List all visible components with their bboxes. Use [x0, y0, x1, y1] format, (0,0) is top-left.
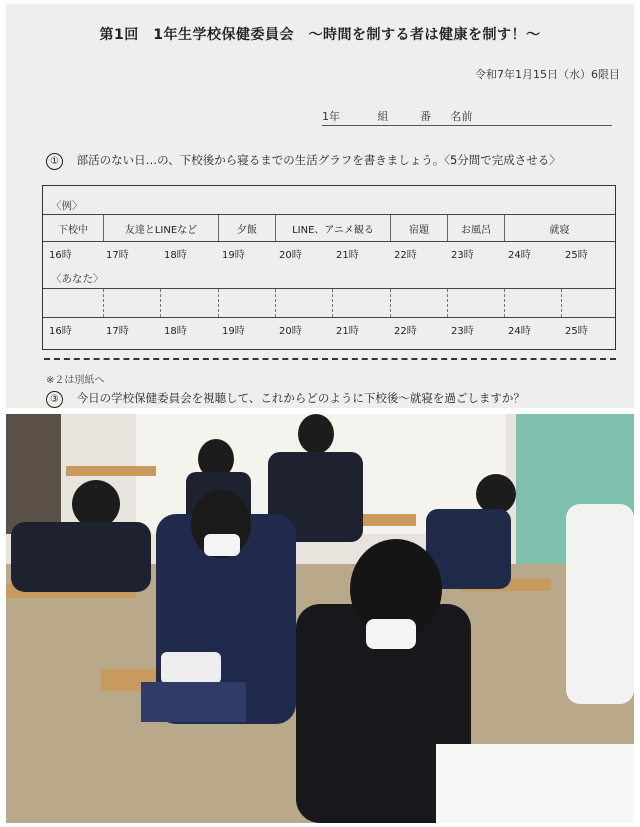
student-head	[72, 480, 120, 528]
your-hours	[43, 322, 615, 336]
classroom-illustration	[6, 414, 634, 823]
mask	[204, 534, 240, 556]
your-cell[interactable]	[561, 289, 614, 317]
your-cell[interactable]	[275, 289, 332, 317]
hour-label: 16時	[49, 326, 72, 337]
example-cell: 宿題	[390, 215, 447, 241]
hour-label: 22時	[394, 326, 417, 337]
hour-label: 18時	[164, 326, 187, 337]
example-cell: LINE、アニメ観る	[275, 215, 390, 241]
your-cell[interactable]	[160, 289, 218, 317]
hour-label: 19時	[222, 326, 245, 337]
student-head	[298, 414, 334, 454]
your-cell[interactable]	[218, 289, 275, 317]
your-cell[interactable]	[103, 289, 160, 317]
example-row	[43, 214, 615, 242]
example-cell: 友達とLINEなど	[103, 215, 218, 241]
question-1-text: 部活のない日…の、下校後から寝るまでの生活グラフを書きましょう。〈5分間で完成させる〉	[76, 153, 561, 167]
example-label: 〈例〉	[51, 200, 83, 212]
hour-label: 23時	[451, 326, 474, 337]
worksheet-date: 令和7年1月15日（水）6限目	[475, 68, 620, 81]
your-cell[interactable]	[332, 289, 390, 317]
question-3	[46, 390, 525, 408]
your-cell[interactable]	[390, 289, 447, 317]
question-3-number: ③	[46, 391, 63, 408]
hour-label: 21時	[336, 250, 359, 261]
shelf	[6, 414, 61, 534]
worksheet	[6, 4, 634, 408]
hour-label: 24時	[508, 326, 531, 337]
your-row[interactable]	[43, 288, 615, 318]
you-label: 〈あなた〉	[51, 273, 104, 285]
name-label: 名前	[450, 110, 473, 123]
student-head	[476, 474, 516, 514]
class-label: 組	[377, 110, 389, 123]
pencil-case	[161, 652, 221, 684]
hour-label: 23時	[451, 250, 474, 261]
hour-label: 16時	[49, 250, 72, 261]
hour-label: 20時	[279, 250, 302, 261]
hour-label: 20時	[279, 326, 302, 337]
life-graph-grid	[42, 185, 616, 350]
student-shirt	[566, 504, 634, 704]
note: ※２は別紙へ	[46, 375, 105, 386]
example-cell: お風呂	[447, 215, 504, 241]
mask	[366, 619, 416, 649]
example-cell: 就寝	[504, 215, 614, 241]
hour-label: 19時	[222, 250, 245, 261]
hour-label: 18時	[164, 250, 187, 261]
hour-label: 25時	[565, 326, 588, 337]
hour-label: 25時	[565, 250, 588, 261]
grade-label: 1年	[322, 110, 340, 123]
example-hours	[43, 246, 615, 260]
question-1	[46, 152, 561, 170]
example-cell: 下校中	[58, 224, 88, 236]
your-cell[interactable]	[447, 289, 504, 317]
cut-line	[44, 358, 616, 360]
question-1-number: ①	[46, 153, 63, 170]
worksheet-paper	[436, 744, 634, 823]
name-line	[322, 108, 612, 126]
hour-label: 21時	[336, 326, 359, 337]
hour-label: 22時	[394, 250, 417, 261]
question-3-text: 今日の学校保健委員会を視聴して、これからどのように下校後～就寝を過ごしますか？	[76, 391, 525, 405]
number-label: 番	[420, 110, 431, 123]
your-cell[interactable]	[504, 289, 561, 317]
classroom-photo	[6, 414, 634, 823]
student-body	[11, 522, 151, 592]
example-cell: 夕飯	[218, 215, 275, 241]
worksheet-title: 第1回 1年生学校保健委員会 ～時間を制する者は健康を制す！～	[99, 27, 541, 43]
hour-label: 17時	[106, 250, 129, 261]
desk	[66, 466, 156, 476]
hour-label: 17時	[106, 326, 129, 337]
your-cell[interactable]	[43, 289, 103, 317]
hour-label: 24時	[508, 250, 531, 261]
pencil-pouch	[141, 682, 246, 722]
